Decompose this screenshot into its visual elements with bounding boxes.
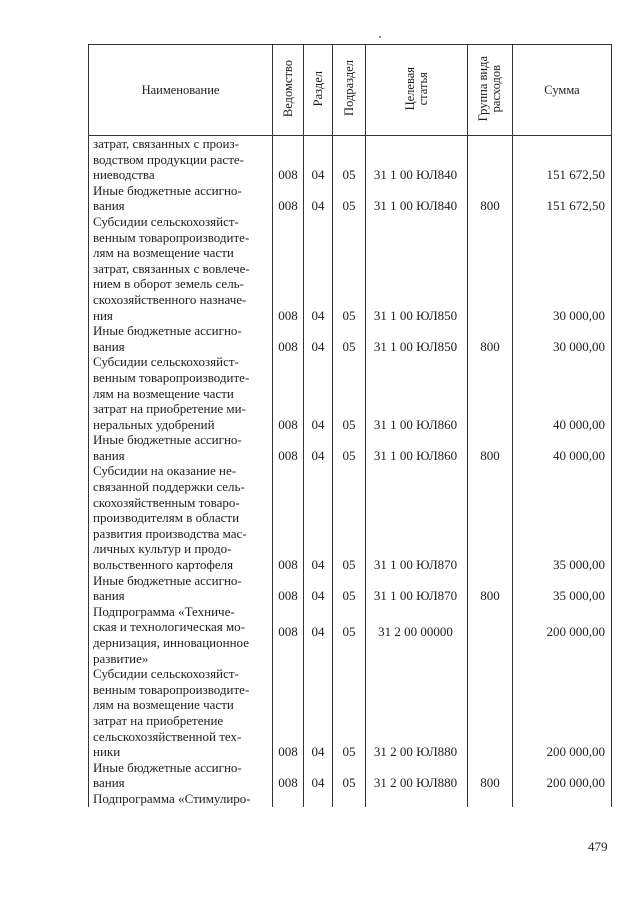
row-name-line: вания (93, 588, 125, 604)
row-name-line: вольственного картофеля (93, 557, 234, 573)
row-vedomstvo: 008 (273, 354, 304, 432)
row-name-line: дернизация, инновационное (93, 635, 249, 650)
row-summa: 40 000,00 (513, 432, 612, 463)
row-vedomstvo: 008 (273, 463, 304, 572)
row-razdel: 04 (304, 463, 333, 572)
row-name-line: Иные бюджетные ассигно- (93, 759, 242, 775)
row-podrazdel: 05 (333, 354, 366, 432)
row-razdel: 04 (304, 354, 333, 432)
row-podrazdel: 05 (333, 432, 366, 463)
row-vedomstvo (273, 791, 304, 807)
row-name-line: Субсидии сельскохозяйст- (93, 213, 239, 229)
row-podrazdel: 05 (333, 604, 366, 666)
table-row (89, 323, 612, 354)
header-vedomstvo: Ведомство (273, 45, 304, 136)
row-podrazdel: 05 (333, 183, 366, 214)
row-name-line: затрат на приобретение ми- (93, 401, 246, 417)
table-row (89, 760, 612, 791)
row-summa: 30 000,00 (513, 214, 612, 323)
row-gruppa (468, 604, 513, 666)
row-summa: 200 000,00 (513, 604, 612, 666)
row-name-line: Иные бюджетные ассигно- (93, 182, 242, 198)
row-summa: 35 000,00 (513, 463, 612, 572)
row-razdel: 04 (304, 760, 333, 791)
row-gruppa (468, 214, 513, 323)
row-vedomstvo: 008 (273, 604, 304, 666)
row-name-line: вания (93, 338, 125, 354)
row-name-line: венным товаропроизводите- (93, 369, 250, 385)
row-name-line: Подпрограмма «Техниче- (93, 603, 235, 619)
row-gruppa (468, 354, 513, 432)
row-name (89, 573, 273, 604)
header-celevaya-statya: Целевая статья (366, 45, 468, 136)
row-name (89, 463, 273, 572)
row-summa: 151 672,50 (513, 183, 612, 214)
row-name-line: Субсидии сельскохозяйст- (93, 666, 239, 682)
row-gruppa: 800 (468, 432, 513, 463)
row-vedomstvo: 008 (273, 760, 304, 791)
row-name-line: Иные бюджетные ассигно- (93, 323, 242, 339)
row-razdel (304, 791, 333, 807)
row-name-line: затрат, связанных с произ- (93, 136, 239, 151)
budget-table (88, 44, 612, 807)
row-name-line: венным товаропроизводите- (93, 681, 250, 697)
row-name (89, 432, 273, 463)
row-celevaya-statya: 31 2 00 ЮЛ880 (366, 666, 468, 760)
row-vedomstvo: 008 (273, 573, 304, 604)
row-name (89, 760, 273, 791)
row-name-line: ниеводства (93, 167, 155, 183)
row-vedomstvo: 008 (273, 323, 304, 354)
row-name-line: затрат на приобретение (93, 712, 224, 728)
row-name-line: Субсидии сельскохозяйст- (93, 354, 239, 370)
row-name-line: Подпрограмма «Стимулиро- (93, 790, 251, 806)
row-podrazdel: 05 (333, 573, 366, 604)
table-header-row (89, 45, 612, 136)
row-name-line: водством продукции расте- (93, 151, 244, 167)
table-row (89, 183, 612, 214)
table-row (89, 666, 612, 760)
row-razdel: 04 (304, 183, 333, 214)
row-name (89, 183, 273, 214)
row-gruppa (468, 791, 513, 807)
row-vedomstvo: 008 (273, 214, 304, 323)
row-podrazdel: 05 (333, 463, 366, 572)
table-row (89, 791, 612, 807)
row-razdel: 04 (304, 323, 333, 354)
row-podrazdel: 05 (333, 323, 366, 354)
row-vedomstvo: 008 (273, 666, 304, 760)
row-name-line: затрат, связанных с вовлече- (93, 260, 250, 276)
row-name (89, 604, 273, 666)
row-name-line: вания (93, 198, 125, 214)
header-podrazdel: Подраздел (333, 45, 366, 136)
row-name-line: связанной поддержки сель- (93, 479, 245, 495)
header-summa: Сумма (513, 45, 612, 136)
row-razdel: 04 (304, 666, 333, 760)
row-name (89, 323, 273, 354)
row-summa: 35 000,00 (513, 573, 612, 604)
row-name-line: нием в оборот земель сель- (93, 276, 244, 292)
row-name-line: Иные бюджетные ассигно- (93, 432, 242, 448)
row-vedomstvo: 008 (273, 136, 304, 183)
row-podrazdel: 05 (333, 760, 366, 791)
row-podrazdel: 05 (333, 666, 366, 760)
scan-speck (379, 36, 381, 38)
page-number: 479 (588, 839, 608, 854)
row-summa: 30 000,00 (513, 323, 612, 354)
row-vedomstvo: 008 (273, 432, 304, 463)
row-vedomstvo: 008 (273, 183, 304, 214)
row-celevaya-statya: 31 1 00 ЮЛ870 (366, 573, 468, 604)
table-row (89, 573, 612, 604)
row-gruppa: 800 (468, 323, 513, 354)
row-name-line: личных культур и продо- (93, 541, 232, 557)
row-celevaya-statya: 31 1 00 ЮЛ860 (366, 432, 468, 463)
row-celevaya-statya: 31 1 00 ЮЛ840 (366, 183, 468, 214)
row-name-line: лям на возмещение части (93, 245, 234, 261)
row-name-line: лям на возмещение части (93, 697, 234, 713)
row-name-line: производителям в области (93, 510, 240, 526)
row-podrazdel (333, 791, 366, 807)
header-name: Наименование (89, 45, 273, 136)
row-gruppa: 800 (468, 573, 513, 604)
row-podrazdel: 05 (333, 136, 366, 183)
row-celevaya-statya: 31 1 00 ЮЛ860 (366, 354, 468, 432)
table-row (89, 136, 612, 183)
row-gruppa (468, 666, 513, 760)
table-row (89, 214, 612, 323)
row-celevaya-statya: 31 2 00 ЮЛ880 (366, 760, 468, 791)
row-summa: 40 000,00 (513, 354, 612, 432)
row-name (89, 136, 273, 183)
header-gruppa-vida-rashodov: Группа вида расходов (468, 45, 513, 136)
row-celevaya-statya: 31 1 00 ЮЛ870 (366, 463, 468, 572)
table-body (89, 136, 612, 807)
row-summa (513, 791, 612, 807)
row-celevaya-statya: 31 1 00 ЮЛ850 (366, 323, 468, 354)
row-name-line: неральных удобрений (93, 416, 215, 432)
row-name-line: скохозяйственным товаро- (93, 494, 240, 510)
row-name-line: сельскохозяйственной тех- (93, 728, 242, 744)
table-row (89, 604, 612, 666)
row-name-line: вания (93, 447, 125, 463)
row-name-line: ники (93, 744, 121, 760)
row-name-line: лям на возмещение части (93, 385, 234, 401)
row-celevaya-statya: 31 1 00 ЮЛ850 (366, 214, 468, 323)
row-name-line: Иные бюджетные ассигно- (93, 572, 242, 588)
table-row (89, 463, 612, 572)
row-name-line: ния (93, 307, 113, 323)
row-celevaya-statya: 31 2 00 00000 (366, 604, 468, 666)
row-name-line: вания (93, 775, 125, 791)
row-razdel: 04 (304, 432, 333, 463)
row-razdel: 04 (304, 604, 333, 666)
row-celevaya-statya: 31 1 00 ЮЛ840 (366, 136, 468, 183)
row-gruppa (468, 463, 513, 572)
row-name-line: венным товаропроизводите- (93, 229, 250, 245)
row-celevaya-statya (366, 791, 468, 807)
row-name-line: ская и технологическая мо- (93, 619, 246, 635)
row-gruppa (468, 136, 513, 183)
header-razdel: Раздел (304, 45, 333, 136)
row-gruppa: 800 (468, 760, 513, 791)
row-name (89, 666, 273, 760)
row-name (89, 791, 273, 807)
table-row (89, 354, 612, 432)
row-name (89, 354, 273, 432)
row-summa: 200 000,00 (513, 666, 612, 760)
row-summa: 200 000,00 (513, 760, 612, 791)
row-razdel: 04 (304, 136, 333, 183)
row-name-line: скохозяйственного назначе- (93, 291, 247, 307)
row-podrazdel: 05 (333, 214, 366, 323)
row-razdel: 04 (304, 214, 333, 323)
row-name-line: развития производства мас- (93, 525, 247, 541)
row-name (89, 214, 273, 323)
row-summa: 151 672,50 (513, 136, 612, 183)
row-name-line: развитие» (93, 650, 149, 666)
row-gruppa: 800 (468, 183, 513, 214)
row-razdel: 04 (304, 573, 333, 604)
table-row (89, 432, 612, 463)
row-name-line: Субсидии на оказание не- (93, 463, 237, 479)
